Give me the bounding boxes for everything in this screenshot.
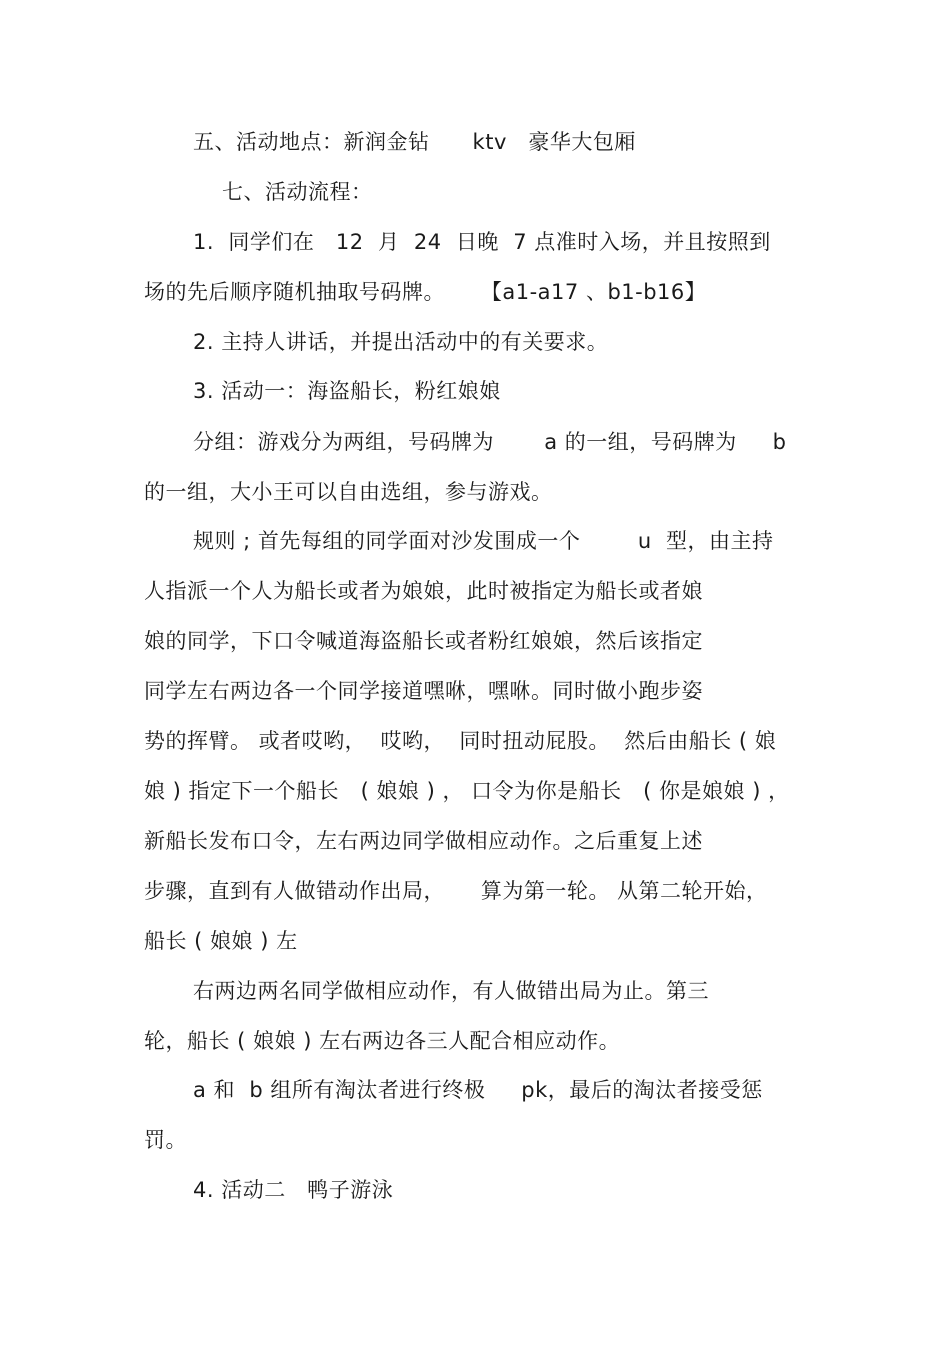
step-1-line-2: 场的先后顺序随机抽取号码牌。 【a1-a17 、b1-b16】 <box>144 280 707 304</box>
step-4-heading: 4. 活动二 鸭子游泳 <box>193 1178 394 1202</box>
rules-line-7: 新船长发布口令，左右两边同学做相应动作。之后重复上述 <box>144 829 703 853</box>
rules-line-4: 同学左右两边各一个同学接道嘿咻，嘿咻。同时做小跑步姿 <box>144 679 703 703</box>
activity-process-heading: 七、活动流程： <box>222 180 373 204</box>
final-pk-line-1: a 和 b 组所有淘汰者进行终极 pk，最后的淘汰者接受惩 <box>193 1078 763 1102</box>
activity-location-line: 五、活动地点：新润金钻 ktv 豪华大包厢 <box>193 130 636 154</box>
rules-line-9: 船长 ( 娘娘 ) 左 <box>144 929 298 953</box>
grouping-line-1: 分组：游戏分为两组，号码牌为 a 的一组，号码牌为 b <box>193 430 787 454</box>
rules-line-2: 人指派一个人为船长或者为娘娘，此时被指定为船长或者娘 <box>144 579 703 603</box>
step-2-line: 2. 主持人讲话，并提出活动中的有关要求。 <box>193 330 609 354</box>
grouping-line-2: 的一组，大小王可以自由选组，参与游戏。 <box>144 480 553 504</box>
rules-line-5: 势的挥臂。 或者哎哟， 哎哟， 同时扭动屁股。 然后由船长 ( 娘 <box>144 729 777 753</box>
rules-line-8: 步骤，直到有人做错动作出局， 算为第一轮。 从第二轮开始， <box>144 879 768 903</box>
final-pk-line-2: 罚。 <box>144 1128 187 1152</box>
rules-line-1: 规则 ; 首先每组的同学面对沙发围成一个 u 型，由主持 <box>193 529 774 553</box>
rules-line-10: 右两边两名同学做相应动作，有人做错出局为止。第三 <box>193 979 709 1003</box>
step-1-line-1: 1. 同学们在 12 月 24 日晚 7 点准时入场，并且按照到 <box>193 230 771 254</box>
rules-line-6: 娘 ) 指定下一个船长 ( 娘娘 ) ， 口令为你是船长 ( 你是娘娘 ) ， <box>144 779 790 803</box>
step-3-heading: 3. 活动一：海盗船长，粉红娘娘 <box>193 379 501 403</box>
rules-line-11: 轮，船长 ( 娘娘 ) 左右两边各三人配合相应动作。 <box>144 1029 621 1053</box>
rules-line-3: 娘的同学，下口令喊道海盗船长或者粉红娘娘，然后该指定 <box>144 629 703 653</box>
